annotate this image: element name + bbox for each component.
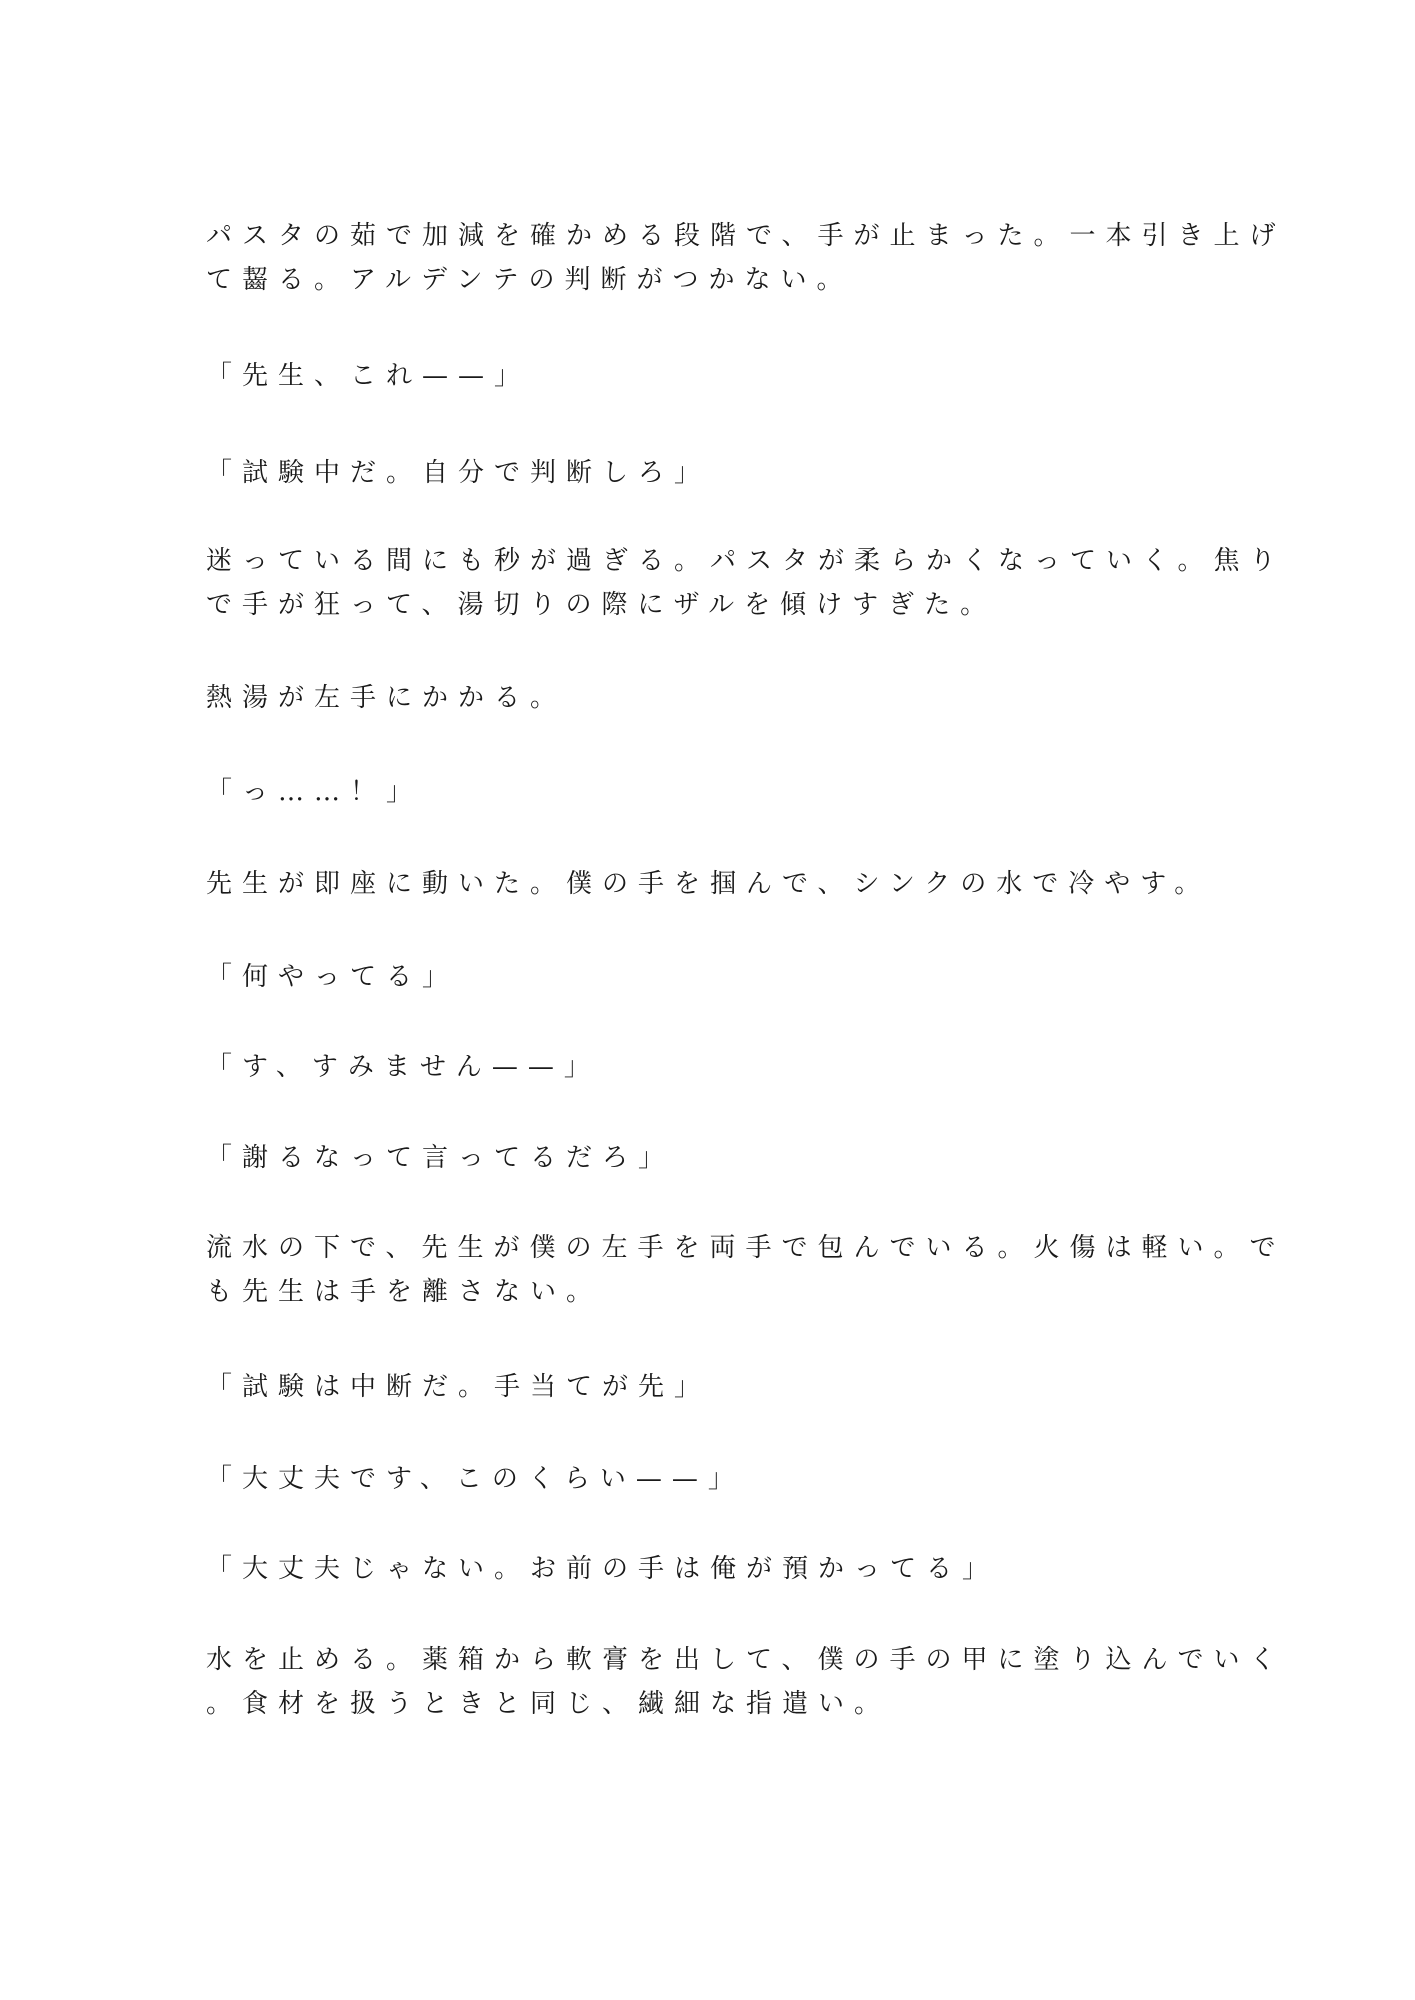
text-line: で手が狂って、湯切りの際にザルを傾けすぎた。 — [206, 590, 997, 620]
paragraph — [206, 354, 1206, 398]
paragraph — [206, 770, 1206, 814]
text-line: 「試験は中断だ。手当てが先」 — [206, 1372, 711, 1402]
paragraph — [206, 539, 1286, 627]
text-line: 「先生、これ——」 — [206, 361, 531, 391]
text-line: パスタの茹で加減を確かめる段階で、手が止まった。一本引き上げ — [206, 221, 1286, 251]
text-line: 迷っている間にも秒が過ぎる。パスタが柔らかくなっていく。焦り — [206, 546, 1286, 576]
paragraph — [206, 1136, 1206, 1180]
text-line: 「す、すみません——」 — [206, 1052, 600, 1082]
paragraph — [206, 955, 1206, 999]
text-line: 「謝るなって言ってるだろ」 — [206, 1143, 675, 1173]
paragraph — [206, 1045, 1206, 1089]
paragraph — [206, 451, 1206, 495]
paragraph — [206, 1365, 1206, 1409]
paragraph — [206, 1547, 1206, 1591]
text-line: 熱湯が左手にかかる。 — [206, 683, 567, 713]
paragraph — [206, 1638, 1286, 1726]
text-line: も先生は手を離さない。 — [206, 1277, 603, 1307]
paragraph — [206, 1457, 1206, 1501]
paragraph — [206, 676, 1206, 720]
paragraph — [206, 862, 1211, 906]
text-line: 「試験中だ。自分で判断しろ」 — [206, 458, 711, 488]
paragraph — [206, 214, 1286, 302]
text-line: 「大丈夫です、このくらい——」 — [206, 1464, 744, 1494]
text-line: て齧る。アルデンテの判断がつかない。 — [206, 265, 853, 295]
text-line: 水を止める。薬箱から軟膏を出して、僕の手の甲に塗り込んでいく — [206, 1645, 1286, 1675]
paragraph — [206, 1226, 1286, 1314]
text-line: 流水の下で、先生が僕の左手を両手で包んでいる。火傷は軽い。で — [206, 1233, 1286, 1263]
text-line: 「大丈夫じゃない。お前の手は俺が預かってる」 — [206, 1554, 999, 1584]
text-line: 。食材を扱うときと同じ、繊細な指遣い。 — [206, 1689, 891, 1719]
text-line: 先生が即座に動いた。僕の手を掴んで、シンクの水で冷やす。 — [206, 869, 1211, 899]
text-line: 「何やってる」 — [206, 962, 459, 992]
text-line: 「っ……！」 — [206, 777, 423, 807]
